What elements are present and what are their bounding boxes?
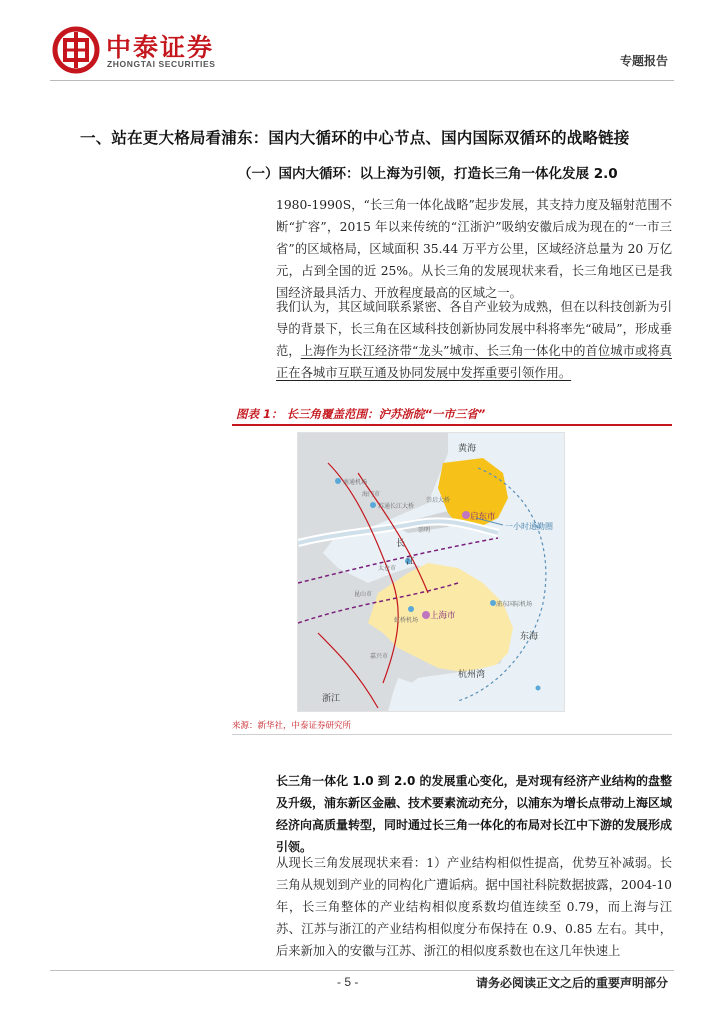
paragraph-1: 1980-1990S，“长三角一体化战略”起步发展，其支持力度及辐射范围不断“扩容”，2015 年以来传统的“江浙沪”吸纳安徽后成为现在的“一市三省”的区域格局，区域面积 35.44 万平方公里，区域经济总量为 20 万亿元，占到全国的近 25%。从长三角的发展现状来看，长三角地区已是我国经济最具活力、开放程度最高的区域之一。 bbox=[276, 198, 672, 300]
header-divider bbox=[50, 80, 674, 81]
map-label-shanghai: 上海市 bbox=[430, 611, 456, 621]
map-label-haimen: 海门市 bbox=[362, 491, 381, 498]
section-title: 一、站在更大格局看浦东：国内大循环的中心节点、国内国际双循环的战略链接 bbox=[80, 129, 630, 147]
map-label-zhejiang: 浙江 bbox=[322, 694, 341, 704]
map-label-one-hour: 一小时通勤圈 bbox=[505, 522, 553, 531]
paragraph-4: 从现长三角发展现状来看：1）产业结构相似性提高，优势互补减弱。长三角从规划到产业的同构化广遭诟病。据中国社科院数据披露，2004-10 年，长三角整体的产业结构相似度系数均值连续至 0.79，而上海与江苏、江苏与浙江的产业结构相似度分布保持在 0.9、0.85 左右。其中，后来新加入的安徽与江苏、浙江的相似度系数也在这几年快速上 bbox=[276, 856, 672, 958]
map-label-taicang: 太仓市 bbox=[378, 565, 397, 572]
report-type-label: 专题报告 bbox=[619, 54, 668, 68]
map-label-chongqi: 崇启大桥 bbox=[426, 497, 451, 504]
company-logo bbox=[52, 26, 252, 76]
footer-divider bbox=[50, 970, 674, 971]
figure-caption-bar bbox=[232, 405, 672, 426]
figure-source-divider bbox=[232, 734, 672, 735]
map-label-kunshan: 昆山市 bbox=[354, 591, 373, 598]
logo-text-en: ZHONGTAI SECURITIES bbox=[107, 59, 216, 69]
map-label-chongming: 崇明 bbox=[418, 527, 431, 534]
figure-source: 来源：新华社，中泰证券研究所 bbox=[232, 721, 352, 731]
map-graphic bbox=[298, 433, 564, 711]
map-label-hangzhou-bay: 杭州湾 bbox=[458, 670, 486, 680]
paragraph-2-text: 我们认为，其区域间联系紧密、各自产业较为成熟，但在以科技创新为引导的背景下，长三角在区域科技创新协同发展中科将率先“破局”，形成垂范， bbox=[276, 300, 672, 358]
zhongtai-logo-icon bbox=[52, 26, 100, 74]
map-label-qidong: 启东市 bbox=[470, 512, 496, 522]
yangtze-delta-map bbox=[297, 432, 565, 712]
map-label-chang: 长 bbox=[396, 539, 406, 549]
footer-disclaimer: 请务必阅读正文之后的重要声明部分 bbox=[475, 976, 668, 990]
map-label-east-sea: 东海 bbox=[520, 632, 539, 642]
paragraph-2 bbox=[276, 296, 672, 384]
map-label-hongqiao-airport: 虹桥机场 bbox=[394, 617, 419, 624]
map-label-yellow-sea: 黄海 bbox=[458, 444, 477, 454]
map-label-jiang: 江 bbox=[406, 557, 416, 567]
section-subtitle: （一）国内大循环：以上海为引领，打造长三角一体化发展 2.0 bbox=[238, 166, 618, 182]
figure-caption: 图表 1： 长三角覆盖范围：沪苏浙皖“一市三省” bbox=[236, 407, 486, 421]
map-label-sutong: 苏通长江大桥 bbox=[378, 503, 415, 510]
paragraph-3-bold: 长三角一体化 1.0 到 2.0 的发展重心变化，是对现有经济产业结构的盘整及升级，浦东新区金融、技术要素流动充分，以浦东为增长点带动上海区域经济向高质量转型，同时通过长三角一体化的布局对长江中下游的发展形成引领。 bbox=[276, 774, 673, 854]
map-label-jiaxing: 嘉兴市 bbox=[370, 653, 389, 660]
paragraph-2-underlined: 上海作为长江经济带“龙头”城市、长三角一体化中的首位城市或将真正在各城市互联互通及协同发展中发挥重要引领作用。 bbox=[276, 344, 672, 380]
map-label-nantong-airport: 南通机场 bbox=[343, 479, 368, 486]
map-label-pudong-airport: 浦东国际机场 bbox=[496, 601, 533, 608]
page-number: - 5 - bbox=[337, 975, 359, 989]
logo-text-cn: 中泰证券 bbox=[106, 33, 215, 62]
